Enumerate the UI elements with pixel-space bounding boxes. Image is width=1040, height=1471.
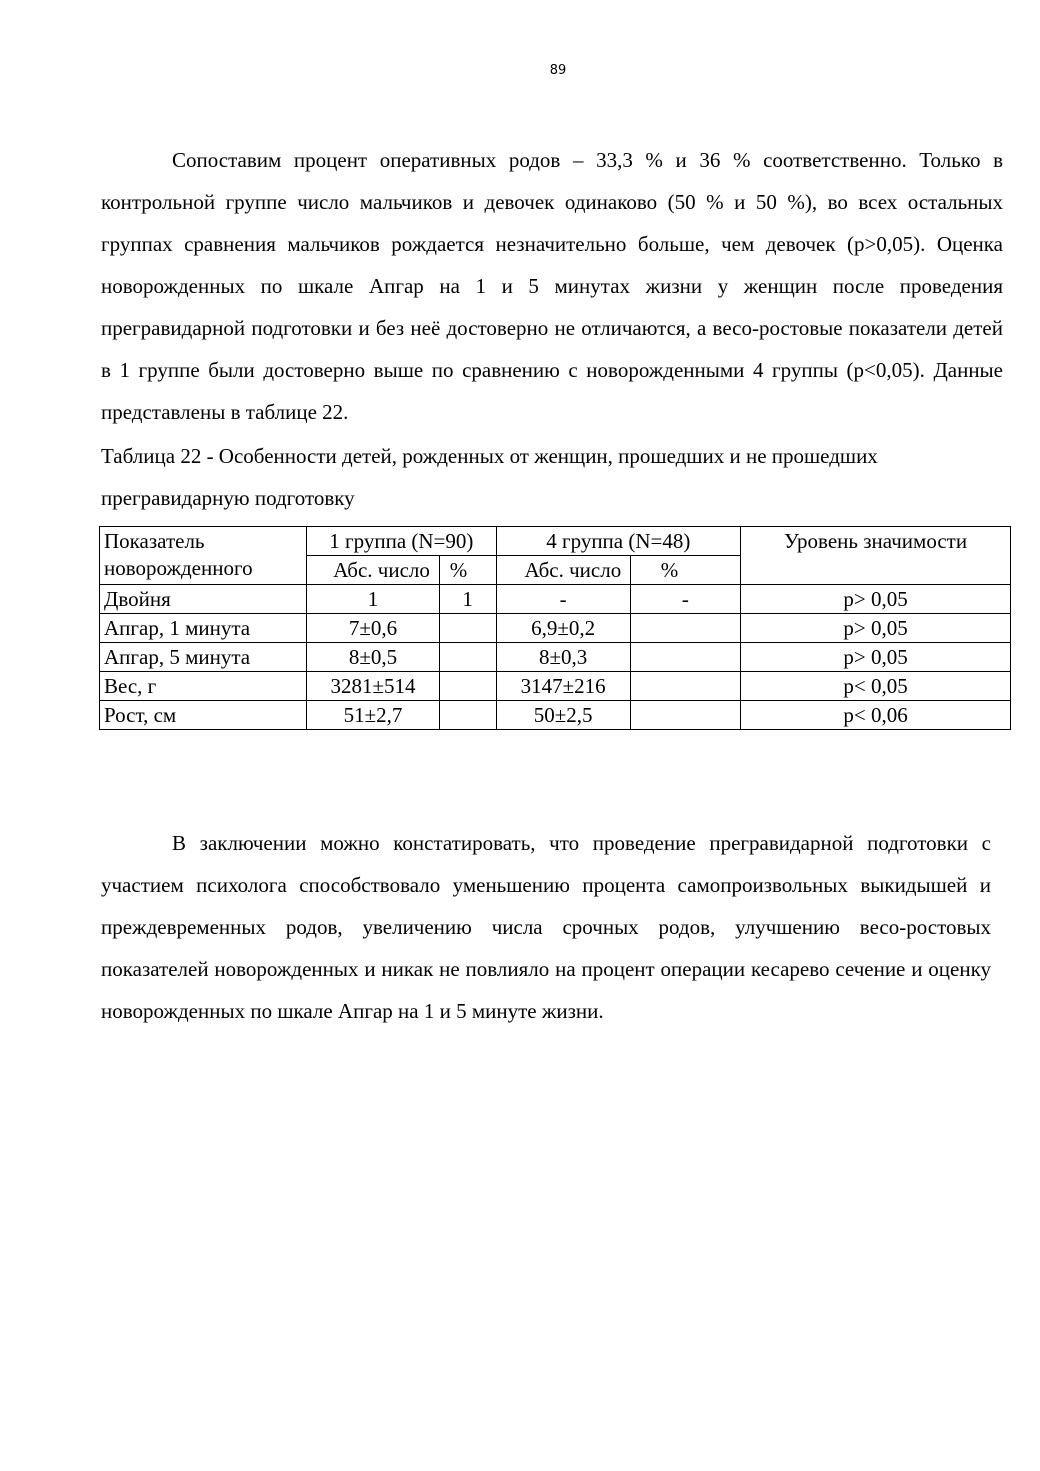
page-number: 89 bbox=[549, 63, 567, 78]
cell-p-value: р> 0,05 bbox=[741, 614, 1011, 643]
cell-g4-abs: 50±2,5 bbox=[496, 701, 630, 730]
row-label: Рост, см bbox=[100, 701, 307, 730]
cell-g4-pct bbox=[630, 643, 740, 672]
table-row bbox=[100, 614, 1011, 643]
subheader-g1-pct: % bbox=[439, 556, 496, 585]
table-header-row bbox=[100, 527, 1011, 556]
table-row bbox=[100, 701, 1011, 730]
cell-g1-abs: 8±0,5 bbox=[307, 643, 440, 672]
header-group1: 1 группа (N=90) bbox=[307, 527, 496, 556]
cell-p-value: р> 0,05 bbox=[741, 643, 1011, 672]
subheader-g4-pct: % bbox=[630, 556, 740, 585]
row-label: Вес, г bbox=[100, 672, 307, 701]
header-indicator: Показатель новорожденного bbox=[100, 527, 307, 585]
body-paragraph-2: В заключении можно констатировать, что проведение прегравидарной подготовки с участием психолога способствовало уменьшению процента самопроизвольных выкидышей и преждевременных родов, увеличению числа срочных родов, улучшению весо-ростовых показателей новорожденных и никак не повлияло на процент операции кесарево сечение и оценку новорожденных по шкале Апгар на 1 и 5 минуте жизни. bbox=[101, 831, 991, 1023]
subheader-g4-abs: Абс. число bbox=[496, 556, 630, 585]
cell-g1-pct bbox=[439, 643, 496, 672]
table-row bbox=[100, 643, 1011, 672]
cell-g4-pct bbox=[630, 701, 740, 730]
table-row bbox=[100, 585, 1011, 614]
cell-g4-abs: 8±0,3 bbox=[496, 643, 630, 672]
cell-p-value: р< 0,06 bbox=[741, 701, 1011, 730]
cell-g1-pct: 1 bbox=[439, 585, 496, 614]
cell-g4-pct bbox=[630, 614, 740, 643]
cell-g4-abs: 6,9±0,2 bbox=[496, 614, 630, 643]
subheader-g1-abs: Абс. число bbox=[307, 556, 440, 585]
cell-p-value: р< 0,05 bbox=[741, 672, 1011, 701]
cell-g1-pct bbox=[439, 701, 496, 730]
cell-g1-abs: 1 bbox=[307, 585, 440, 614]
cell-g4-pct bbox=[630, 672, 740, 701]
cell-p-value: р> 0,05 bbox=[741, 585, 1011, 614]
cell-g4-pct: - bbox=[630, 585, 740, 614]
row-label: Двойня bbox=[100, 585, 307, 614]
cell-g4-abs: 3147±216 bbox=[496, 672, 630, 701]
cell-g1-pct bbox=[439, 672, 496, 701]
cell-g4-abs: - bbox=[496, 585, 630, 614]
cell-g1-abs: 51±2,7 bbox=[307, 701, 440, 730]
table-caption: Таблица 22 - Особенности детей, рожденных от женщин, прошедших и не прошедших прегравидарную подготовку bbox=[101, 444, 878, 510]
row-label: Апгар, 1 минута bbox=[100, 614, 307, 643]
header-significance: Уровень значимости bbox=[741, 527, 1011, 585]
cell-g1-abs: 7±0,6 bbox=[307, 614, 440, 643]
cell-g1-pct bbox=[439, 614, 496, 643]
data-table bbox=[99, 526, 1011, 730]
row-label: Апгар, 5 минута bbox=[100, 643, 307, 672]
table-row bbox=[100, 672, 1011, 701]
header-group4: 4 группа (N=48) bbox=[496, 527, 741, 556]
body-paragraph-1: Сопоставим процент оперативных родов – 33,3 % и 36 % соответственно. Только в контрольной группе число мальчиков и девочек одинаково (50 % и 50 %), во всех остальных группах сравнения мальчиков рождается незначительно больше, чем девочек (р>0,05). Оценка новорожденных по шкале Апгар на 1 и 5 минутах жизни у женщин после проведения прегравидарной подготовки и без неё достоверно не отличаются, а весо-ростовые показатели детей в 1 группе были достоверно выше по сравнению с новорожденными 4 группы (р<0,05). Данные представлены в таблице 22. bbox=[101, 148, 1003, 424]
cell-g1-abs: 3281±514 bbox=[307, 672, 440, 701]
